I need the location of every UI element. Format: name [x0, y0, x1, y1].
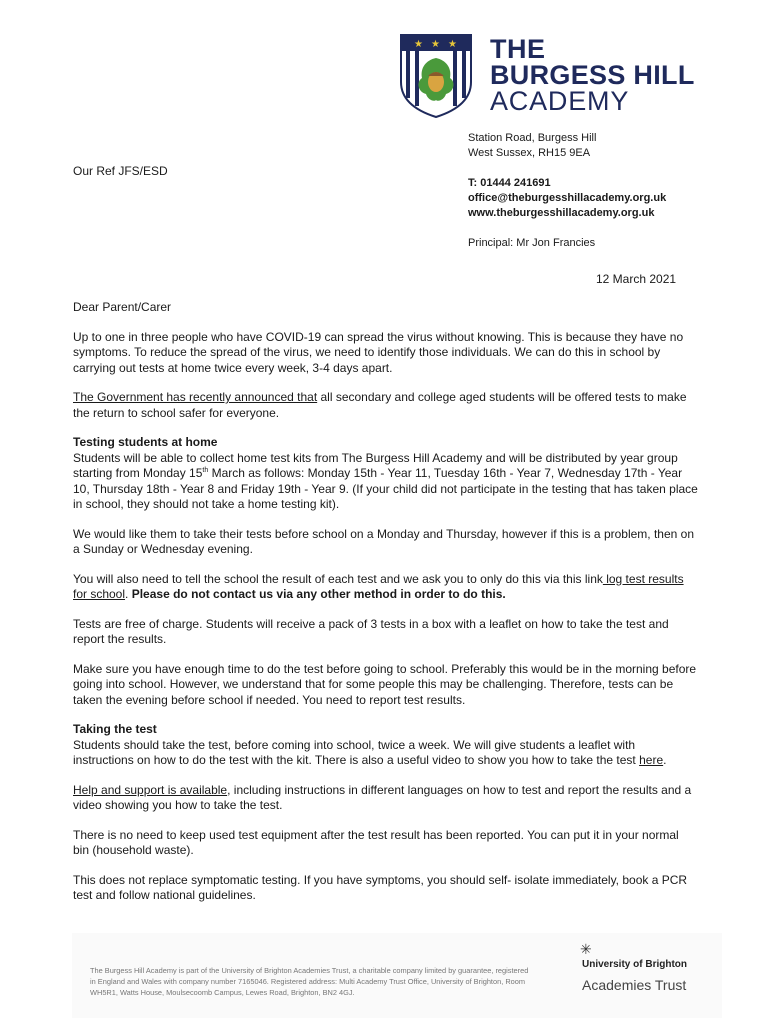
- help-support-link[interactable]: Help and support is available: [73, 782, 228, 797]
- help-support-text: , including instructions in different languages on how to test and report the results and a video showing you how to take the test.: [73, 782, 692, 812]
- svg-text:★: ★: [431, 39, 440, 50]
- schedule-text-a: Students will be able to collect home test kits from The Burgess Hill Academy and will be distributed by year group starting from Monday 15: [73, 450, 678, 480]
- how-to-punct: .: [663, 753, 667, 767]
- government-announcement-link[interactable]: The Government has recently announced that: [73, 390, 318, 404]
- academy-logo: [400, 34, 700, 122]
- paragraph-how-to-test: [73, 738, 698, 769]
- university-name: University of Brighton: [582, 959, 688, 970]
- salutation: Dear Parent/Carer: [73, 300, 172, 314]
- logo-line-3: ACADEMY: [490, 86, 630, 116]
- svg-text:★: ★: [448, 39, 457, 50]
- log-test-results-link[interactable]: log test results for school: [73, 571, 684, 601]
- letter-footer: [72, 933, 722, 1018]
- email-link[interactable]: office@theburgesshillacademy.org.uk: [468, 192, 667, 204]
- ordinal-sup: th: [202, 467, 209, 474]
- svg-text:★: ★: [414, 39, 423, 50]
- paragraph-symptomatic: This does not replace symptomatic testing. If you have symptoms, you should self- isolate immediately, book a PCR test and follow national guidelines.: [73, 872, 688, 902]
- paragraph-collection-schedule: [73, 451, 698, 513]
- paragraph-help-support: [73, 783, 698, 814]
- address-line-2: West Sussex, RH15 9EA: [468, 147, 591, 159]
- our-reference: Our Ref JFS/ESD: [73, 164, 168, 178]
- paragraph-disposal: There is no need to keep used test equipment after the test result has been reported. You can put it in your normal bin (household waste).: [73, 827, 679, 857]
- logo-line-1: THE: [490, 34, 546, 64]
- address-line-1: Station Road, Burgess Hill: [468, 132, 597, 144]
- heading-taking-the-test: Taking the test: [73, 722, 157, 736]
- schedule-text-b: March as follows: Monday 15th - Year 11, Tuesday 16th - Year 7, Wednesday 17th - Year 10, Thursday 18th - Year 8 and Friday 19th - Year 9. (If your child did not participate in the testing that has taken place in school, they should not take a home testing kit).: [73, 466, 698, 511]
- principal-name: Principal: Mr Jon Francies: [468, 237, 596, 249]
- logo-line-2: BURGESS HILL: [490, 60, 695, 90]
- heading-testing-at-home: Testing students at home: [73, 435, 218, 449]
- paragraph-covid-intro: Up to one in three people who have COVID-19 can spread the virus without knowing. This is because they have no symptoms. To reduce the spread of the virus, we need to identify those individuals. We can do this in school by carrying out tests at home twice every week, 3-4 days apart.: [73, 329, 684, 375]
- video-here-link[interactable]: here: [639, 753, 664, 767]
- university-star-icon: ✳: [580, 941, 592, 957]
- paragraph-test-days: We would like them to take their tests before school on a Monday and Thursday, however if this is a problem, then on a Sunday or Wednesday evening.: [73, 526, 694, 556]
- letter-date: 12 March 2021: [596, 272, 677, 286]
- paragraph-government-text: all secondary and college aged students will be offered tests to make the return to school safer for everyone.: [73, 390, 687, 420]
- how-to-text: Students should take the test, before coming into school, twice a week. We will give students a leaflet with instructions on how to do the test with the kit. There is also a useful video to show you how to take the test: [73, 737, 640, 767]
- paragraph-report-results: [73, 572, 698, 603]
- paragraph-government: [73, 390, 698, 421]
- academy-name: [490, 36, 695, 114]
- shield-crest-icon: [400, 34, 472, 118]
- academies-trust: Academies Trust: [582, 977, 687, 993]
- phone-number: T: 01444 241691: [468, 177, 551, 189]
- paragraph-timing: Make sure you have enough time to do the test before going to school. Preferably this would be in the morning before going into school. However, we understand that for some people this may be challenging. Therefore, tests can be taken the evening before school if needed. You need to report test results.: [73, 661, 697, 707]
- footer-legal-text: The Burgess Hill Academy is part of the University of Brighton Academies Trust, a charitable company limited by guarantee, registered in England and Wales with company number 7165046. Registered address: Multi Academy Trust Office, University of Brighton, Room WH5R1, Watts House, Moulsecoomb Campus, Lewes Road, Brighton, BN2 4GJ.: [90, 966, 529, 997]
- report-text: You will also need to tell the school the result of each test and we ask you to only do this via this link: [73, 571, 603, 586]
- contact-warning: Please do not contact us via any other method in order to do this.: [131, 587, 506, 601]
- address-block: [468, 131, 666, 251]
- website-link[interactable]: www.theburgesshillacademy.org.uk: [468, 207, 655, 219]
- letter-body: [73, 300, 698, 918]
- report-punct: .: [125, 587, 132, 601]
- paragraph-free-of-charge: Tests are free of charge. Students will receive a pack of 3 tests in a box with a leaflet on how to take the test and report the results.: [73, 616, 669, 646]
